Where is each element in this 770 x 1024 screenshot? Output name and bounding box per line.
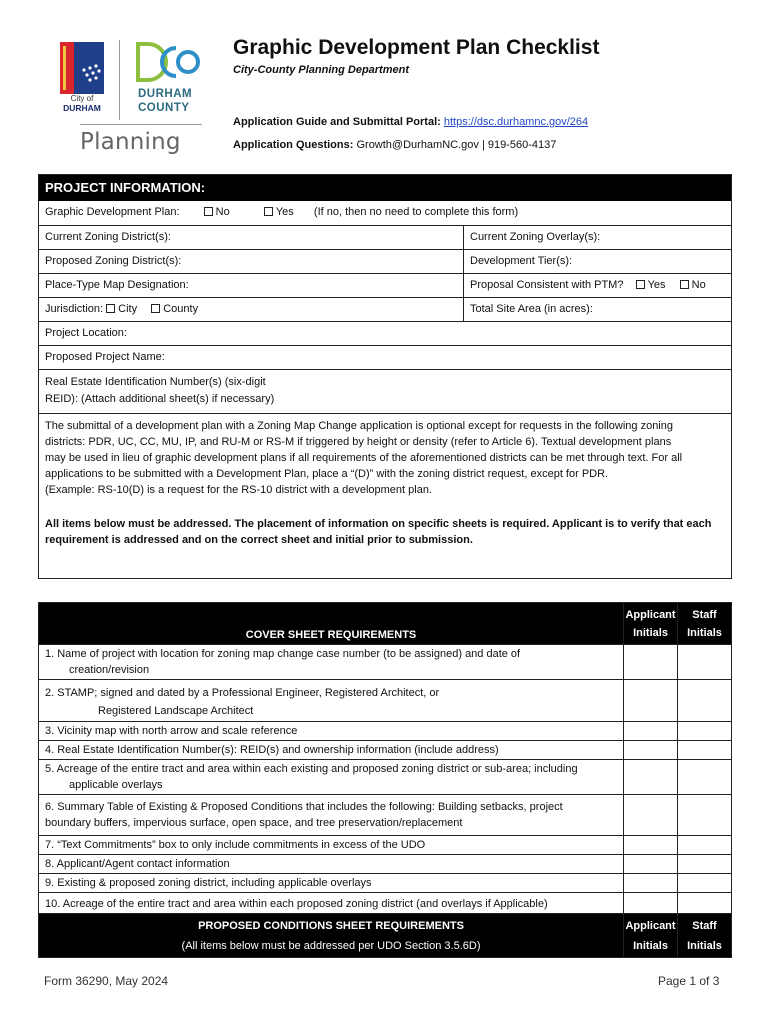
table-row [39, 645, 732, 680]
current-zoning-field[interactable]: Current Zoning District(s): [45, 231, 171, 243]
city-of-durham-logo [60, 42, 104, 114]
applicant-label: Applicant [625, 608, 676, 621]
ptm-yes-checkbox[interactable] [636, 280, 645, 289]
jurisdiction-label: Jurisdiction: [45, 303, 104, 315]
initials-label: Initials [687, 939, 722, 952]
applicant-initials-cell[interactable] [624, 680, 678, 722]
city-seal-icon [60, 42, 104, 94]
requirement-text: 8. Applicant/Agent contact information [39, 855, 624, 874]
county-checkbox[interactable] [151, 304, 160, 313]
guide-line [233, 116, 588, 128]
ptm-no-checkbox[interactable] [680, 280, 689, 289]
staff-initials-cell[interactable] [678, 645, 732, 680]
applicant-initials-cell[interactable] [624, 722, 678, 741]
table-row [39, 874, 732, 893]
staff-initials-header [678, 603, 732, 645]
applicant-initials-cell[interactable] [624, 760, 678, 795]
gdp-row [39, 201, 731, 225]
instruction-line: may be used in lieu of graphic development plans if all requirements of the aforementioned districts can be met through text. For all [45, 452, 683, 464]
instruction-line: applications to be submitted with a Development Plan, place a “(D)” with the zoning district request, except for PDR. [45, 468, 609, 480]
requirement-notice-line: requirement is addressed and on the correct sheet and initial prior to submission. [45, 534, 473, 546]
cover-sheet-table [38, 602, 732, 958]
requirement-text: 3. Vicinity map with north arrow and scale reference [39, 722, 624, 741]
proposed-zoning-field[interactable]: Proposed Zoning District(s): [45, 255, 182, 267]
submittal-instructions [39, 413, 731, 548]
staff-initials-cell[interactable] [678, 874, 732, 893]
table-row [39, 741, 732, 760]
requirement-text [39, 795, 624, 836]
dco-logo-icon [136, 42, 200, 82]
city-label: City [118, 303, 138, 315]
page-header [0, 0, 770, 170]
project-name-field[interactable]: Proposed Project Name: [39, 345, 731, 369]
table-row [39, 855, 732, 874]
instruction-line: districts: PDR, UC, CC, MU, IP, and RU-M or RS-M if triggered by height or density (refer to Article 6). Textual development plans [45, 436, 672, 448]
gdp-yes-label: Yes [275, 206, 294, 218]
requirement-line: 2. STAMP; signed and dated by a Professional Engineer, Registered Architect, or [45, 687, 440, 699]
requirement-text: 4. Real Estate Identification Number(s): REID(s) and ownership information (include address) [39, 741, 624, 760]
initials-label: Initials [633, 626, 668, 639]
gdp-no-label: No [215, 206, 230, 218]
county-label: County [163, 303, 199, 315]
form-number: Form 36290, May 2024 [44, 974, 169, 988]
staff-initials-cell[interactable] [678, 722, 732, 741]
reid-field[interactable] [39, 369, 731, 413]
requirement-text [39, 680, 624, 722]
planning-rule [80, 124, 202, 125]
applicant-initials-cell[interactable] [624, 645, 678, 680]
development-tier-field[interactable]: Development Tier(s): [463, 250, 572, 273]
gdp-yes-checkbox[interactable] [264, 207, 273, 216]
place-type-field[interactable]: Place-Type Map Designation: [45, 279, 189, 291]
proposed-conditions-heading [39, 914, 624, 958]
page-number: Page 1 of 3 [658, 974, 720, 988]
requirement-line: 1. Name of project with location for zoning map change case number (to be assigned) and date of [45, 648, 521, 660]
page-subtitle: City-County Planning Department [233, 64, 410, 76]
gdp-no-checkbox[interactable] [204, 207, 213, 216]
project-information-section [38, 174, 732, 579]
guide-label: Application Guide and Submittal Portal: [233, 116, 441, 128]
proposed-conditions-header-row [39, 914, 732, 958]
proposed-zoning-row [39, 249, 731, 273]
reid-line-1: Real Estate Identification Number(s) (six-digit [45, 376, 266, 388]
requirement-text [39, 645, 624, 680]
project-information-heading: PROJECT INFORMATION: [39, 175, 731, 201]
current-overlay-field[interactable]: Current Zoning Overlay(s): [463, 226, 600, 249]
staff-label: Staff [692, 608, 717, 621]
zoning-row [39, 225, 731, 249]
applicant-initials-header [624, 603, 678, 645]
logo-durham: DURHAM [63, 103, 101, 113]
ptm-no-label: No [691, 279, 706, 291]
staff-initials-cell[interactable] [678, 836, 732, 855]
staff-initials-cell[interactable] [678, 855, 732, 874]
gdp-label: Graphic Development Plan: [45, 206, 180, 218]
applicant-initials-cell[interactable] [624, 741, 678, 760]
instruction-line: The submittal of a development plan with a Zoning Map Change application is optional except for requests in the following zoning [45, 420, 673, 432]
ptm-label: Proposal Consistent with PTM? [470, 279, 624, 291]
table-row [39, 722, 732, 741]
logo-county-line1: DURHAM [138, 88, 193, 100]
cover-sheet-header-row [39, 603, 732, 645]
requirement-line: boundary buffers, impervious surface, open space, and tree preservation/replacement [45, 817, 463, 829]
table-row [39, 680, 732, 722]
staff-initials-header [678, 914, 732, 958]
table-row [39, 760, 732, 795]
applicant-initials-header [624, 914, 678, 958]
project-location-field[interactable]: Project Location: [39, 321, 731, 345]
place-type-row [39, 273, 731, 297]
gdp-note: (If no, then no need to complete this form) [313, 206, 519, 218]
applicant-initials-cell[interactable] [624, 893, 678, 914]
staff-label: Staff [692, 919, 717, 932]
table-row [39, 795, 732, 836]
requirement-line: 6. Summary Table of Existing & Proposed Conditions that includes the following: Building setbacks, project [45, 801, 563, 813]
applicant-initials-cell[interactable] [624, 836, 678, 855]
cover-sheet-heading: COVER SHEET REQUIREMENTS [39, 603, 624, 645]
table-row [39, 836, 732, 855]
ptm-yes-label: Yes [647, 279, 666, 291]
requirement-notice-line: All items below must be addressed. The placement of information on specific sheets is required. Applicant is to verify that each [45, 518, 712, 530]
jurisdiction-row [39, 297, 731, 321]
site-area-field[interactable]: Total Site Area (in acres): [463, 298, 593, 321]
applicant-initials-cell[interactable] [624, 874, 678, 893]
questions-line [233, 139, 556, 151]
staff-initials-cell[interactable] [678, 680, 732, 722]
staff-initials-cell[interactable] [678, 893, 732, 914]
applicant-initials-cell[interactable] [624, 795, 678, 836]
requirement-text: 9. Existing & proposed zoning district, including applicable overlays [39, 874, 624, 893]
planning-wordmark: Planning [80, 129, 181, 155]
requirement-line: Registered Landscape Architect [98, 705, 254, 717]
instruction-line: (Example: RS-10(D) is a request for the RS-10 district with a development plan. [45, 484, 432, 496]
page-title: Graphic Development Plan Checklist [233, 36, 600, 59]
staff-initials-cell[interactable] [678, 795, 732, 836]
applicant-initials-cell[interactable] [624, 855, 678, 874]
logo-divider [119, 40, 120, 120]
proposed-conditions-subtitle: (All items below must be addressed per UDO Section 3.5.6D) [181, 939, 481, 952]
requirement-text: 10. Acreage of the entire tract and area within each proposed zoning district (and overlays if Applicable) [39, 893, 624, 914]
applicant-label: Applicant [625, 919, 676, 932]
questions-contact[interactable]: Growth@DurhamNC.gov | 919-560-4137 [356, 139, 557, 151]
table-row [39, 893, 732, 914]
questions-label: Application Questions: [233, 139, 354, 151]
logo-county-line2: COUNTY [138, 102, 190, 114]
requirement-text [39, 760, 624, 795]
guide-link[interactable]: https://dsc.durhamnc.gov/264 [443, 116, 589, 128]
durham-county-logo [136, 42, 202, 117]
proposed-conditions-title: PROPOSED CONDITIONS SHEET REQUIREMENTS [198, 919, 464, 932]
ptm-consistency [463, 274, 706, 297]
initials-label: Initials [687, 626, 722, 639]
requirement-line: applicable overlays [69, 779, 163, 791]
initials-label: Initials [633, 939, 668, 952]
city-checkbox[interactable] [106, 304, 115, 313]
logo-city-of: City of [70, 94, 94, 103]
requirement-text: 7. “Text Commitments” box to only include commitments in excess of the UDO [39, 836, 624, 855]
requirement-line: creation/revision [69, 664, 150, 676]
staff-initials-cell[interactable] [678, 741, 732, 760]
staff-initials-cell[interactable] [678, 760, 732, 795]
requirement-line: 5. Acreage of the entire tract and area within each existing and proposed zoning district or sub-area; including [45, 763, 578, 775]
reid-line-2: REID): (Attach additional sheet(s) if necessary) [45, 393, 275, 405]
